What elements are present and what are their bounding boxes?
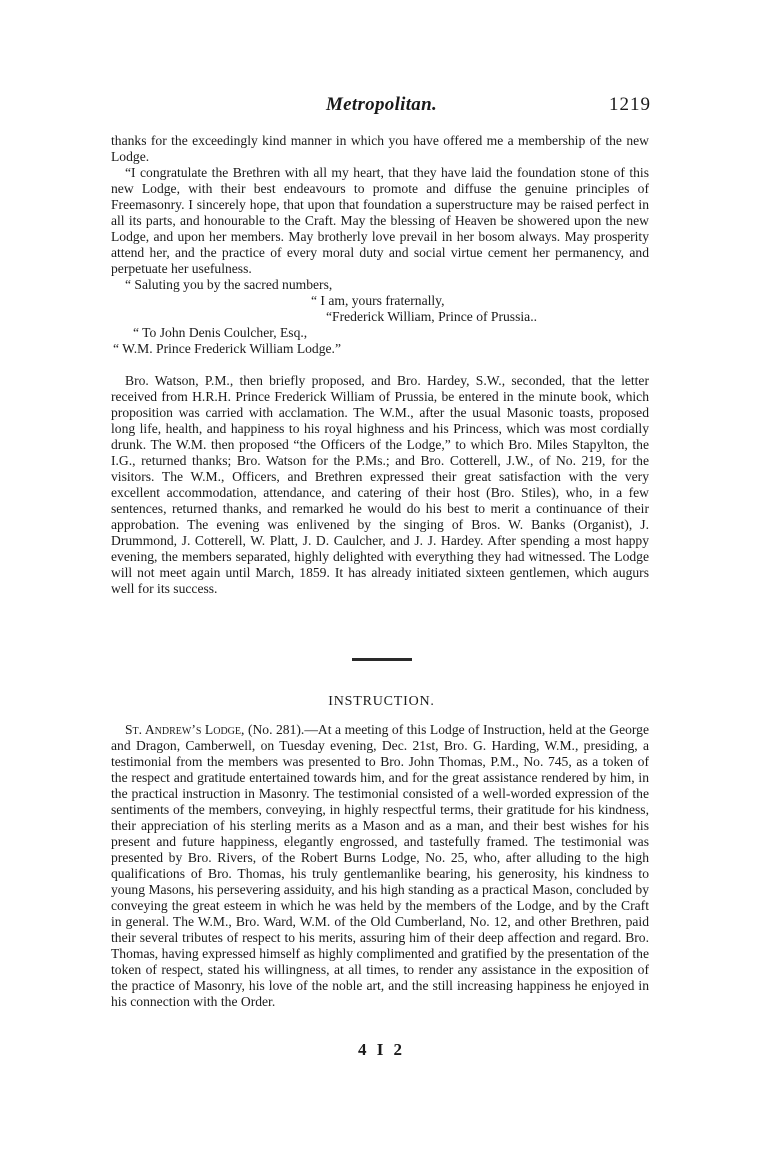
letter-closing: “ I am, yours fraternally,	[311, 293, 445, 308]
letter-address-line: “ To John Denis Coulcher, Esq.,	[133, 325, 308, 340]
signature-mark: 4 I 2	[357, 1040, 406, 1059]
letter-paragraph: “I congratulate the Brethren with all my heart, that they have laid the foundation stone of this new Lodge, with their best endeavours to promote and diffuse the genuine principles of Freemasonry. I sincerely hope, that upon that foundation a superstructure may be raised perfect in all its parts, and honourable to the Craft. May the blessing of Heaven be showered upon the new Lodge, and upon her members. May brotherly love prevail in her bosom always. May prosperity attend her, and the practice of every moral duty and social virtue cement her permanency, and perpetuate her usefulness.	[111, 165, 649, 276]
letter-salutation: “ Saluting you by the sacred numbers,	[125, 277, 333, 292]
running-title: Metropolitan.	[325, 94, 438, 115]
report-block	[111, 373, 649, 597]
letter-paragraph: thanks for the exceedingly kind manner in which you have offered me a membership of the new Lodge.	[111, 133, 649, 164]
page-number: 1219	[609, 94, 651, 115]
page-header	[0, 94, 763, 118]
instruction-block	[111, 722, 649, 1010]
section-divider	[352, 658, 412, 661]
letter-block	[111, 133, 649, 357]
lodge-name: St. Andrew’s Lodge,	[125, 722, 245, 737]
letter-address-line: “ W.M. Prince Frederick William Lodge.”	[113, 341, 341, 356]
section-heading: INSTRUCTION.	[328, 694, 435, 709]
letter-signature: “Frederick William, Prince of Prussia..	[326, 309, 537, 324]
report-paragraph: Bro. Watson, P.M., then briefly proposed, and Bro. Hardey, S.W., seconded, that the letter received from H.R.H. Prince Frederick William of Prussia, be entered in the minute book, which proposition was carried with acclamation. The W.M., after the usual Masonic toasts, proposed long life, health, and happiness to his royal highness and his Princess, which was most cordially drunk. The W.M. then proposed “the Officers of the Lodge,” to which Bro. Miles Stapylton, the I.G., returned thanks; Bro. Watson for the P.Ms.; and Bro. Cotterell, J.W., of No. 219, for the visitors. The W.M., Officers, and Brethren expressed their great satisfaction with the very excellent accommodation, attendance, and catering of their host (Bro. Stiles), who, in a few sentences, returned thanks, and remarked he would do his best to merit a continuance of their approbation. The evening was enlivened by the singing of Bros. W. Banks (Organist), J. Drummond, J. Cotterell, W. Platt, J. D. Caulcher, and J. J. Hardey. After spending a most happy evening, the members separated, highly delighted with everything they had witnessed. The Lodge will not meet again until March, 1859. It has already initiated sixteen gentlemen, which augurs well for its success.	[111, 373, 649, 596]
instruction-text: (No. 281).—At a meeting of this Lodge of Instruction, held at the George and Dragon, Camberwell, on Tuesday evening, Dec. 21st, Bro. G. Harding, W.M., presiding, a testimonial from the members was presented to Bro. John Thomas, P.M., No. 745, as a token of the respect and gratitude entertained towards him, and for the great assistance rendered by him, in the practical instruction in Masonry. The testimonial consisted of a well-worded expression of the sentiments of the members, conveying, in highly respectful terms, their gratitude for his kindness, their appreciation of his sterling merits as a Mason and as a man, and their best wishes for his present and future happiness, elegantly engrossed, and tastefully framed. The testimonial was presented by Bro. Rivers, of the Robert Burns Lodge, No. 25, who, after alluding to the high qualifications of Bro. Thomas, his truly gentlemanlike bearing, his generosity, his kindness to young Masons, his persevering assiduity, and his high standing as a practical Mason, concluded by conveying the great esteem in which he was held by the members of the Lodge, and by the Craft in general. The W.M., Bro. Ward, W.M. of the Old Cumberland, No. 12, and other Brethren, paid their several tributes of respect to his merits, assuring him of their deep affection and regard. Bro. Thomas, having expressed himself as highly complimented and gratified by the presentation of the token of respect, stated his willingness, at all times, to render any assistance in the exposition of the practice of Masonry, his love of the noble art, and the still increasing happiness he enjoyed in his connection with the Order.	[111, 722, 650, 1009]
instruction-paragraph	[111, 722, 649, 1010]
